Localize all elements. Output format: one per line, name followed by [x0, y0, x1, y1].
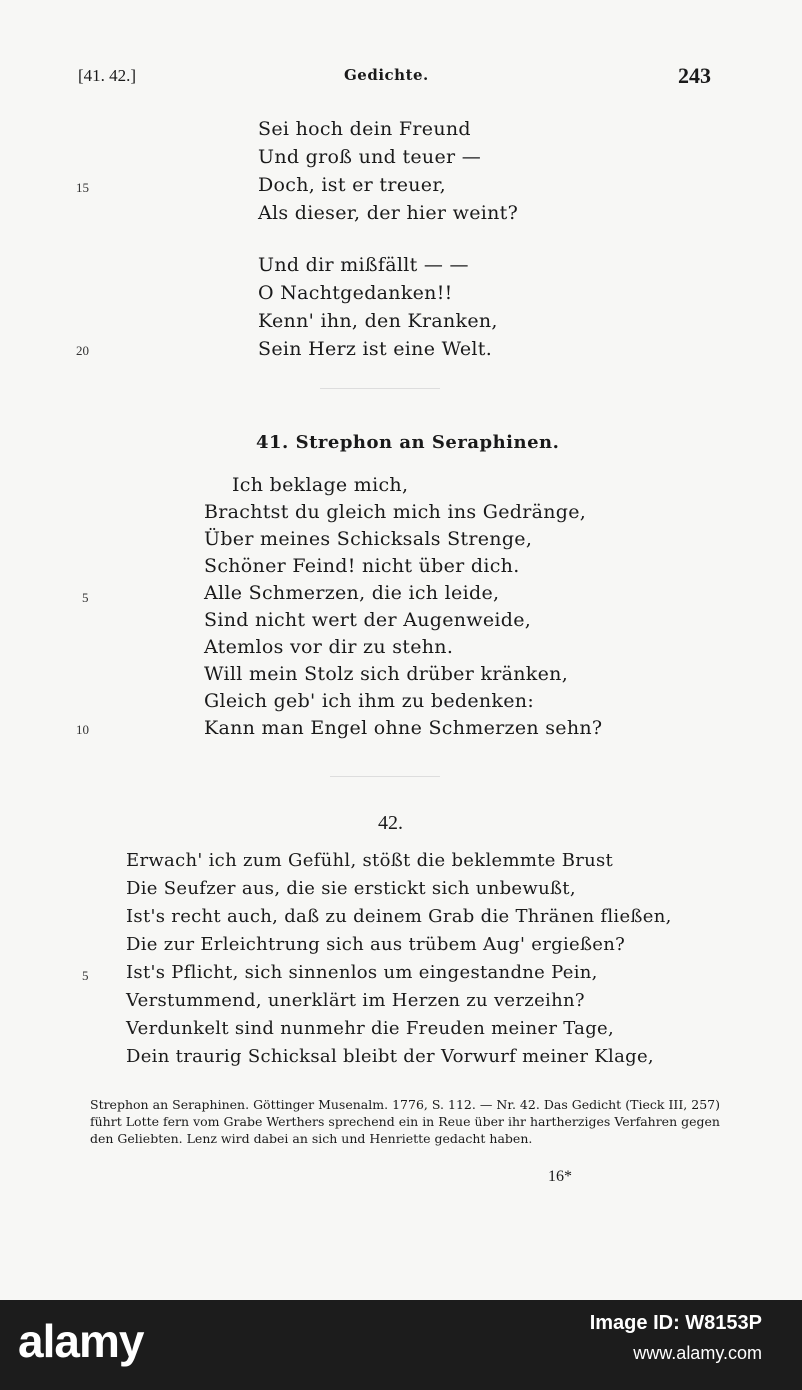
poem-41-title: 41. Strephon an Seraphinen. — [256, 432, 560, 453]
poem-line: Über meines Schicksals Strenge, — [204, 528, 533, 550]
line-number: 20 — [76, 343, 89, 358]
poem-line: Die zur Erleichtrung sich aus trübem Aug' ergießen? — [126, 934, 626, 955]
poem-line: Und dir mißfällt — — — [258, 254, 469, 276]
poem-line: Und groß und teuer — — [258, 146, 482, 168]
poem-line: Sind nicht wert der Augenweide, — [204, 609, 532, 631]
poem-line: Ist's recht auch, daß zu deinem Grab die Thränen fließen, — [126, 906, 672, 927]
header-verse-range: [41. 42.] — [78, 66, 137, 85]
poem-line: Als dieser, der hier weint? — [258, 202, 519, 224]
poem-line: Brachtst du gleich mich ins Gedränge, — [204, 501, 587, 523]
poem-line: Gleich geb' ich ihm zu bedenken: — [204, 690, 535, 712]
poem-line: Kenn' ihn, den Kranken, — [258, 310, 498, 332]
alamy-logo: alamy — [18, 1315, 144, 1367]
image-reference — [590, 1308, 762, 1368]
poem-line: Sei hoch dein Freund — [258, 118, 471, 140]
poem-42-title: 42. — [378, 812, 403, 834]
poem-line: Ich beklage mich, — [232, 474, 409, 496]
poem-line: Verstummend, unerklärt im Herzen zu verzeihn? — [126, 990, 585, 1011]
poem-line: Erwach' ich zum Gefühl, stößt die beklemmte Brust — [126, 850, 614, 871]
poem-line: Schöner Feind! nicht über dich. — [204, 555, 520, 577]
line-number: 5 — [82, 968, 89, 983]
image-id: Image ID: W8153P — [589, 1312, 762, 1334]
header-running-title: Gedichte. — [344, 66, 429, 84]
footnote: Strephon an Seraphinen. Göttinger Musenalm. 1776, S. 112. — Nr. 42. Das Gedicht (Tieck III, 257) führt Lotte fern vom Grabe Werthers sprechend ein in Reue über ihr hartherziges Verfahren gegen den Geliebten. Lenz wird dabei an sich und Henriette gedacht haben. — [90, 1097, 720, 1146]
divider — [330, 776, 440, 777]
signature-mark: 16* — [548, 1168, 572, 1185]
poem-line: Alle Schmerzen, die ich leide, — [204, 582, 500, 604]
site-url: www.alamy.com — [633, 1343, 762, 1363]
poem-line: Atemlos vor dir zu stehn. — [204, 636, 454, 658]
poem-line: Verdunkelt sind nunmehr die Freuden meiner Tage, — [126, 1018, 614, 1039]
poem-line: Doch, ist er treuer, — [258, 174, 446, 196]
poem-line: Dein traurig Schicksal bleibt der Vorwurf meiner Klage, — [126, 1046, 654, 1067]
poem-line: Kann man Engel ohne Schmerzen sehn? — [204, 717, 603, 739]
poem-line: Die Seufzer aus, die sie erstickt sich unbewußt, — [126, 878, 576, 899]
page-number: 243 — [678, 63, 711, 88]
line-number: 15 — [76, 180, 89, 195]
line-number: 10 — [76, 722, 89, 737]
divider — [320, 388, 440, 389]
poem-line: Will mein Stolz sich drüber kränken, — [204, 663, 569, 685]
poem-line: Sein Herz ist eine Welt. — [258, 338, 493, 360]
poem-line: Ist's Pflicht, sich sinnenlos um eingestandne Pein, — [126, 962, 598, 983]
line-number: 5 — [82, 590, 89, 605]
watermark-bar — [0, 1300, 802, 1390]
poem-line: O Nachtgedanken!! — [258, 282, 453, 304]
